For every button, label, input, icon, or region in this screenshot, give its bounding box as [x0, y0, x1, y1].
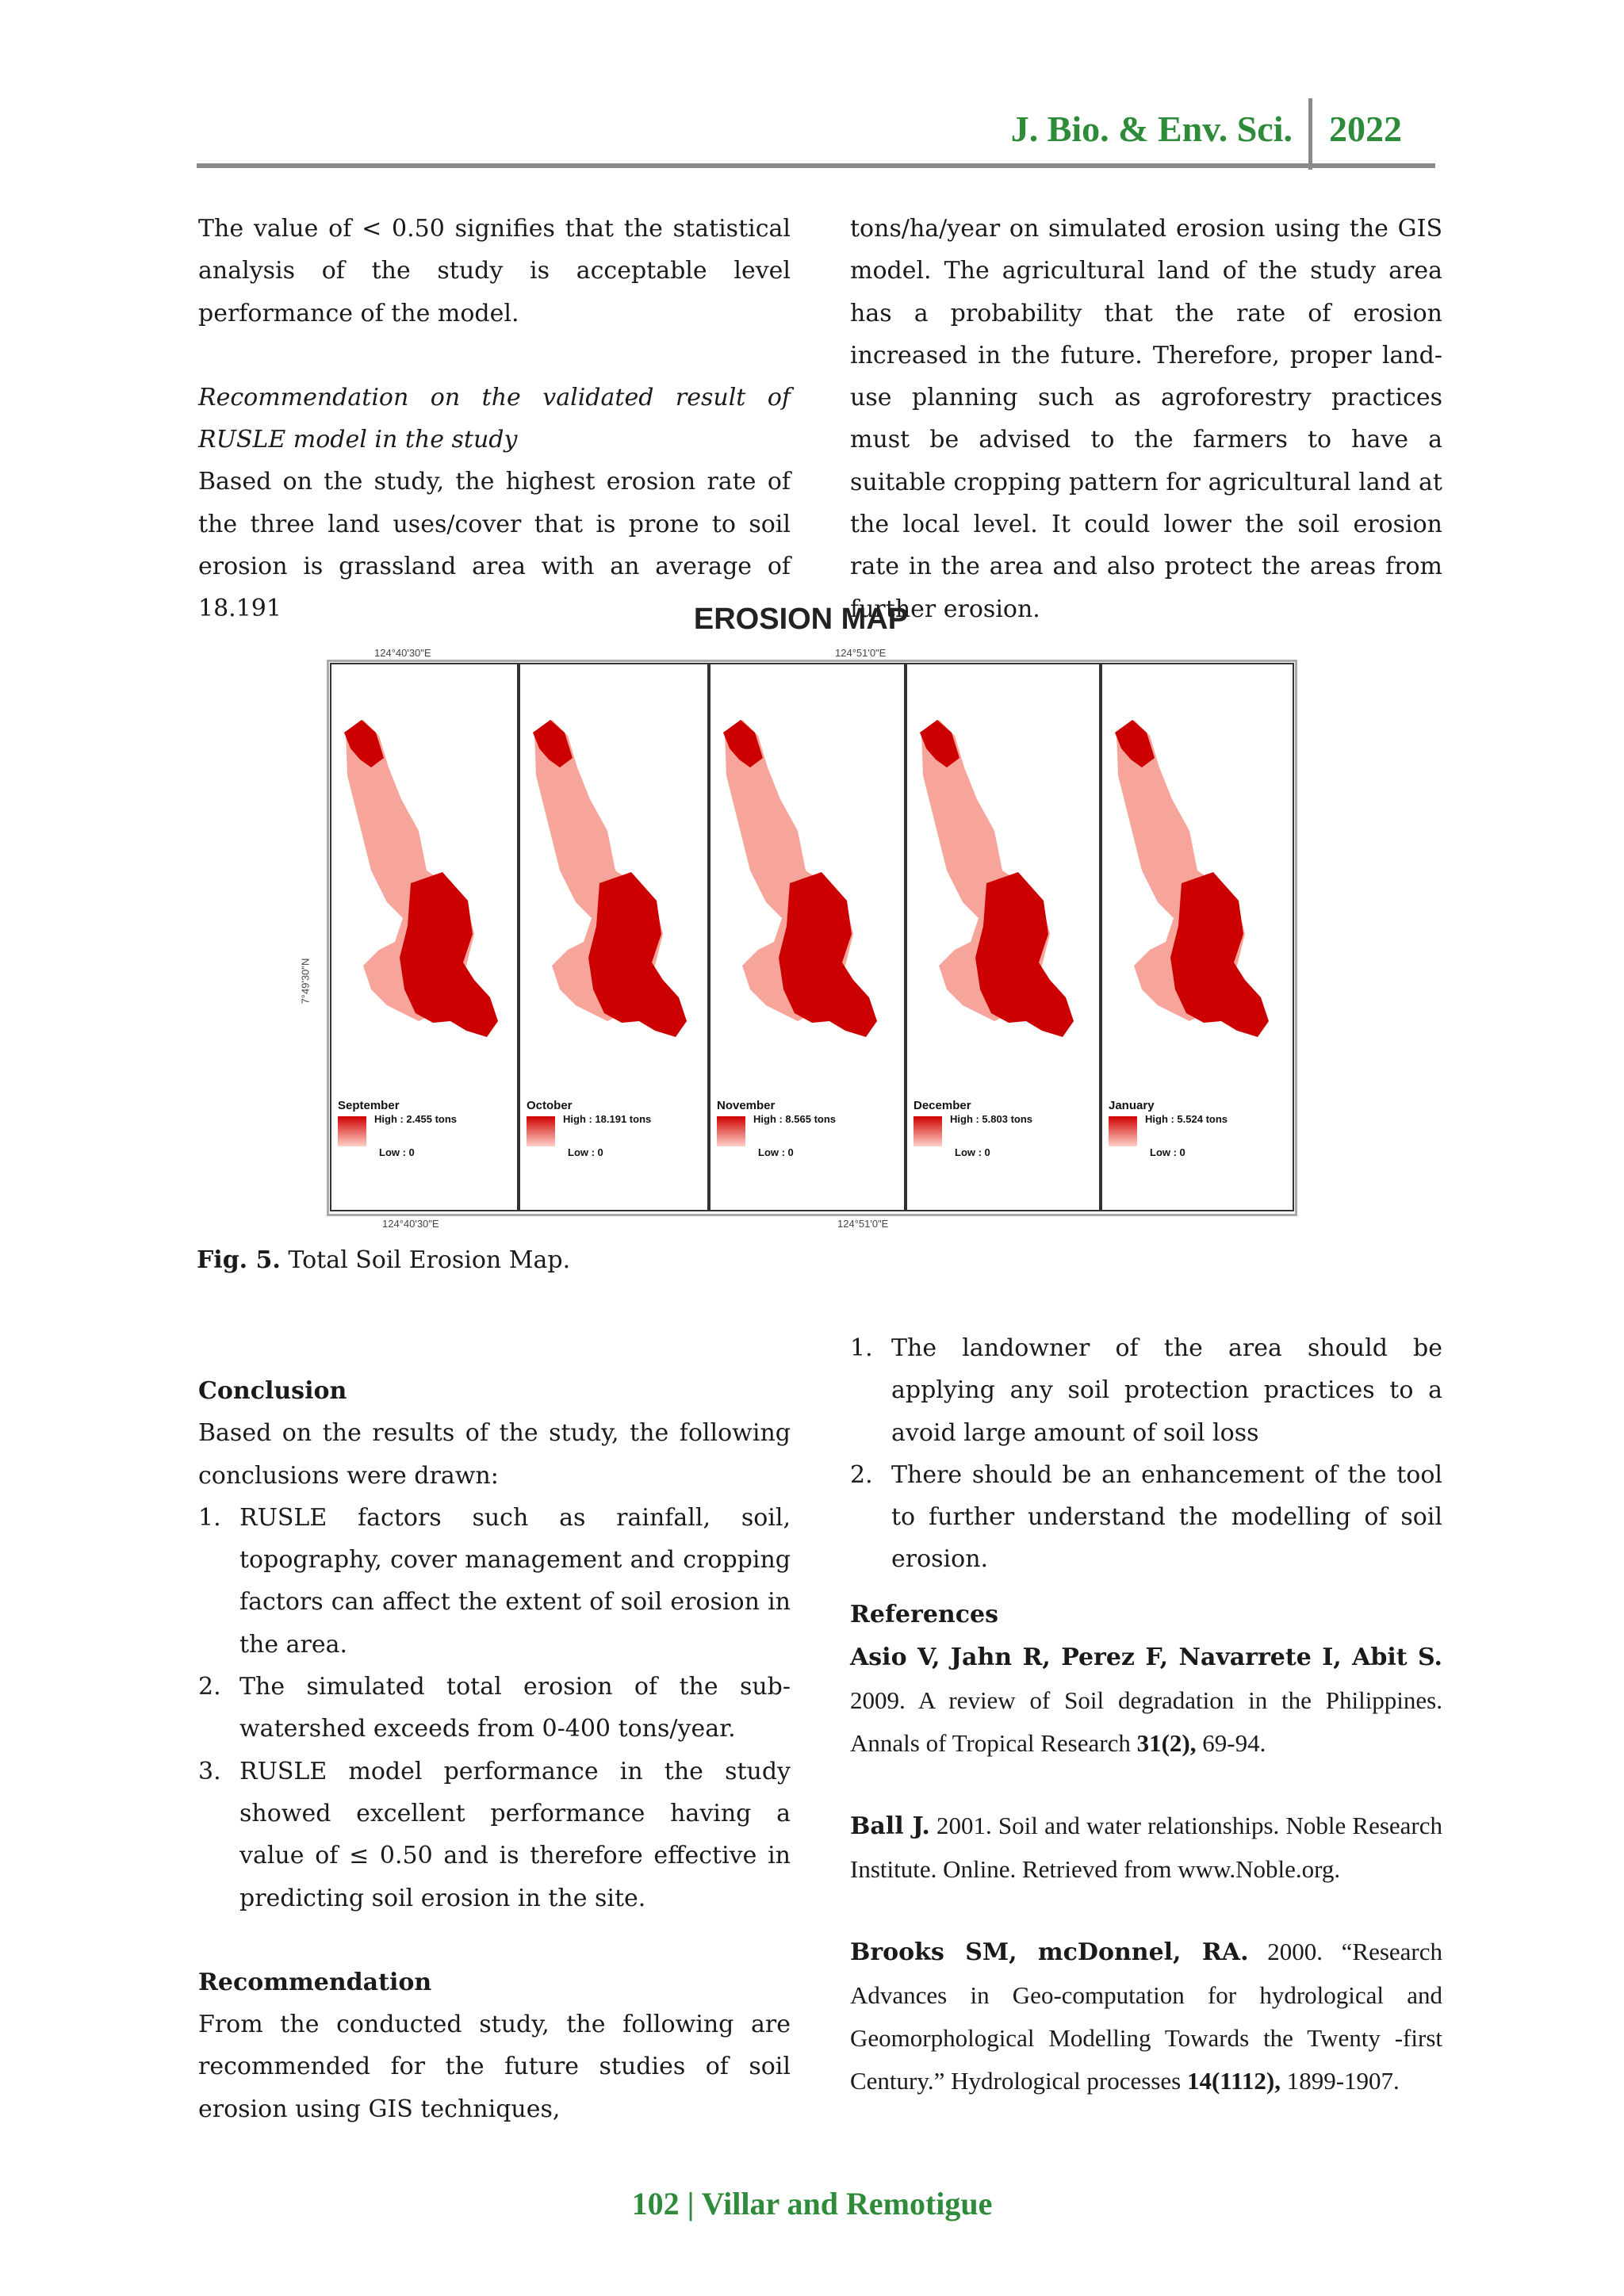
legend-low: Low : 0 [1150, 1146, 1185, 1158]
reference-pages: 69-94. [1196, 1729, 1266, 1758]
watershed-map [1102, 664, 1296, 1077]
list-text: The simulated total erosion of the sub-watershed exceeds from 0-400 tons/year. [239, 1673, 791, 1743]
map-legend [717, 1099, 901, 1186]
watershed-map [710, 664, 907, 1077]
right-column-bottom [850, 1327, 1442, 2103]
right-column-top [850, 208, 1442, 630]
conclusion-heading: Conclusion [198, 1377, 347, 1405]
list-text: RUSLE model performance in the study showed excellent performance having a value of ≤ 0.50 and is therefore effective in predicting soil erosion in the site. [239, 1757, 791, 1912]
legend-month: September [338, 1099, 400, 1112]
map-legend [1109, 1099, 1289, 1186]
legend-gradient-swatch [527, 1116, 555, 1146]
legend-low: Low : 0 [379, 1146, 415, 1158]
list-text: The landowner of the area should be applying any soil protection practices to a avoid large amount of soil loss [891, 1334, 1442, 1447]
header-divider [1308, 98, 1312, 170]
map-panel [330, 663, 519, 1211]
list-item [850, 1454, 1442, 1581]
journal-name: J. Bio. & Env. Sci. [1010, 109, 1293, 149]
reference-volume: 31(2), [1136, 1729, 1197, 1758]
reference-pages: 1899-1907. [1280, 2067, 1400, 2095]
reference-item [850, 1931, 1442, 2103]
left-column-top [198, 208, 791, 630]
list-number: 1. [198, 1503, 221, 1532]
list-item [198, 1751, 791, 1919]
legend-high: High : 18.191 tons [563, 1113, 652, 1125]
list-number: 2. [198, 1673, 221, 1701]
legend-gradient-swatch [717, 1116, 745, 1146]
reference-text: 2009. A review of Soil degradation in the Philippines. Annals of Tropical Research [850, 1686, 1442, 1758]
reference-item [850, 1636, 1442, 1765]
intro-paragraph: The value of < 0.50 signifies that the statistical analysis of the study is acceptable level performance of the model. [198, 215, 791, 327]
legend-gradient-swatch [1109, 1116, 1137, 1146]
list-text: RUSLE factors such as rainfall, soil, topography, cover management and cropping factors can affect the extent of soil erosion in the area. [239, 1503, 791, 1659]
legend-month: December [914, 1099, 971, 1112]
list-number: 3. [198, 1757, 221, 1785]
watershed-map [331, 664, 520, 1077]
map-panel [1101, 663, 1294, 1211]
legend-low: Low : 0 [955, 1146, 990, 1158]
legend-high: High : 2.455 tons [374, 1113, 458, 1125]
reference-text: 2001. Soil and water relationships. Noble Research Institute. Online. Retrieved from www.Noble.org. [850, 1812, 1442, 1884]
figure-caption-text: Total Soil Erosion Map. [280, 1246, 571, 1274]
conclusion-list [198, 1497, 791, 1919]
coord-label: 7°49'30"N [299, 958, 312, 1004]
watershed-map [907, 664, 1102, 1077]
coord-label: 124°51'0"E [837, 1218, 889, 1230]
coord-label: 124°40'30"E [374, 647, 431, 659]
reference-item [850, 1804, 1442, 1891]
watershed-map [520, 664, 710, 1077]
recommendation-list [850, 1327, 1442, 1581]
conclusion-intro: Based on the results of the study, the following conclusions were drawn: [198, 1419, 791, 1490]
map-panel [519, 663, 709, 1211]
list-text: There should be an enhancement of the tool to further understand the modelling of soil erosion. [891, 1460, 1442, 1574]
legend-month: October [527, 1099, 573, 1112]
map-legend [338, 1099, 514, 1186]
map-panel [906, 663, 1101, 1211]
header-rule [197, 163, 1435, 168]
figure-caption [197, 1246, 570, 1274]
map-panel [709, 663, 906, 1211]
legend-month: January [1109, 1099, 1155, 1112]
reference-authors: Ball J. [850, 1812, 930, 1841]
body-paragraph-continued: tons/ha/year on simulated erosion using the GIS model. The agricultural land of the study area has a probability that the rate of erosion increased in the future. Therefore, proper land-use planning such as agroforestry practices must be advised to the farmers to have a suitable cropping pattern for agricultural land at the local level. It could lower the soil erosion rate in the area and also protect the areas from further erosion. [850, 215, 1442, 623]
list-number: 1. [850, 1334, 873, 1362]
page-footer: 102 | Villar and Remotigue [631, 2186, 993, 2221]
map-legend [527, 1099, 704, 1186]
reference-authors: Brooks SM, mcDonnel, RA. [850, 1938, 1249, 1967]
legend-high: High : 8.565 tons [753, 1113, 837, 1125]
recommendation-intro: From the conducted study, the following are recommended for the future studies of soil erosion using GIS techniques, [198, 2011, 791, 2123]
legend-gradient-swatch [338, 1116, 366, 1146]
legend-high: High : 5.803 tons [950, 1113, 1033, 1125]
coord-label: 124°51'0"E [835, 647, 887, 659]
references-heading: References [850, 1600, 998, 1628]
legend-gradient-swatch [914, 1116, 942, 1146]
coord-label: 124°40'30"E [382, 1218, 439, 1230]
recommendation-heading: Recommendation [198, 1968, 432, 1996]
list-item [198, 1666, 791, 1751]
reference-text: 2000. “Research Advances in Geo-computation for hydrological and Geomorphological Modelling Towards the Twenty -first Century.” Hydrological processes [850, 1938, 1442, 2095]
reference-volume: 14(1112), [1186, 2067, 1281, 2095]
journal-year: 2022 [1329, 109, 1402, 149]
figure-title: EROSION MAP [693, 603, 909, 636]
legend-high: High : 5.524 tons [1145, 1113, 1228, 1125]
map-legend [914, 1099, 1096, 1186]
subheading: Recommendation on the validated result of RUSLE model in the study [198, 383, 791, 454]
legend-month: November [717, 1099, 776, 1112]
list-item [198, 1497, 791, 1666]
list-item [850, 1327, 1442, 1454]
reference-authors: Asio V, Jahn R, Perez F, Navarrete I, Abit S. [850, 1644, 1442, 1672]
list-number: 2. [850, 1460, 873, 1489]
figure-label: Fig. 5. [197, 1246, 281, 1274]
body-paragraph: Based on the study, the highest erosion rate of the three land uses/cover that is prone to soil erosion is grassland area with an average of 18.191 [198, 468, 791, 623]
left-column-bottom [198, 1370, 791, 2130]
legend-low: Low : 0 [758, 1146, 794, 1158]
legend-low: Low : 0 [568, 1146, 603, 1158]
